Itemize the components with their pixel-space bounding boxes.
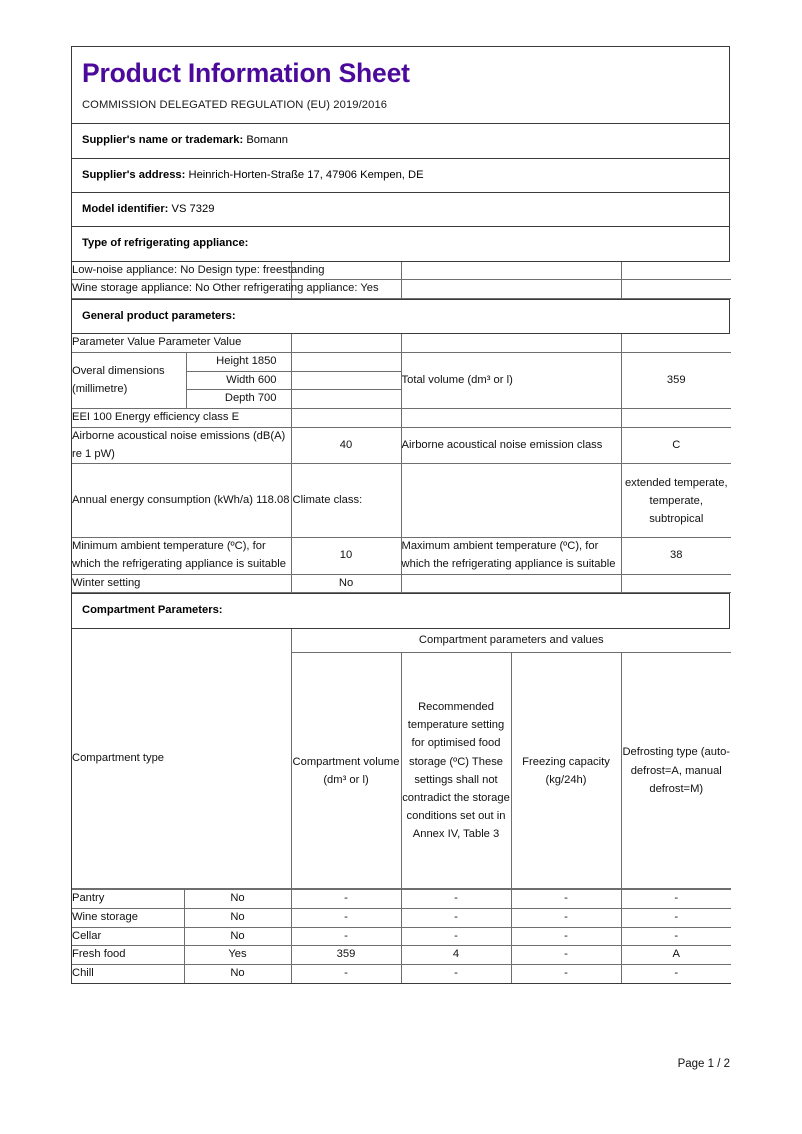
- compartment-present-cell: No: [184, 890, 291, 909]
- compartment-freezing-cell: -: [511, 927, 621, 946]
- max-ambient-temp-value: 38: [621, 538, 731, 574]
- compartment-freezing-cell: -: [511, 964, 621, 983]
- low-noise-design-type-cell: Low-noise appliance: No Design type: freestanding: [72, 262, 291, 280]
- table-row: [72, 538, 731, 574]
- empty-cell: [621, 262, 731, 280]
- empty-cell: [291, 334, 401, 352]
- winter-setting-value: No: [291, 574, 401, 593]
- model-identifier-label: Model identifier:: [82, 202, 169, 215]
- compartment-temperature-cell: -: [401, 890, 511, 909]
- noise-emissions-value: 40: [291, 427, 401, 463]
- model-identifier-row: [72, 193, 729, 227]
- table-row: [72, 629, 731, 653]
- supplier-address-value: Heinrich-Horten-Straße 17, 47906 Kempen, DE: [188, 168, 424, 181]
- empty-cell: [621, 409, 731, 428]
- compartment-present-cell: No: [184, 908, 291, 927]
- table-row: [72, 334, 731, 352]
- document-header: [72, 47, 729, 124]
- supplier-address-row: [72, 159, 729, 193]
- table-row: [72, 280, 731, 299]
- appliance-type-section-label: Type of refrigerating appliance:: [72, 227, 729, 261]
- supplier-name-row: [72, 124, 729, 158]
- empty-cell: [291, 390, 401, 409]
- dimension-width: Width 600: [186, 371, 291, 390]
- empty-cell: [401, 334, 621, 352]
- table-row: [72, 409, 731, 428]
- defrosting-type-header: Defrosting type (auto-defrost=A, manual defrost=M): [621, 653, 731, 889]
- climate-class-value: extended temperate, temperate, subtropical: [621, 464, 731, 538]
- freezing-capacity-header: Freezing capacity (kg/24h): [511, 653, 621, 889]
- empty-cell: [291, 353, 401, 372]
- table-row: [72, 964, 731, 983]
- page-footer: Page 1 / 2: [677, 1058, 730, 1070]
- compartment-freezing-cell: -: [511, 946, 621, 965]
- compartment-temperature-cell: 4: [401, 946, 511, 965]
- recommended-temperature-header: Recommended temperature setting for optimised food storage (ºC) These settings shall not contradict the storage conditions set out in Annex IV, Table 3: [401, 653, 511, 889]
- table-row: [72, 262, 731, 280]
- table-row: [72, 927, 731, 946]
- empty-cell: [401, 280, 621, 299]
- compartment-volume-cell: 359: [291, 946, 401, 965]
- supplier-address-label: Supplier's address:: [82, 168, 186, 181]
- wine-storage-other-appliance-cell: Wine storage appliance: No Other refrigerating appliance: Yes: [72, 280, 291, 299]
- compartment-present-cell: No: [184, 927, 291, 946]
- compartment-defrosting-cell: A: [621, 946, 731, 965]
- empty-cell: [291, 371, 401, 390]
- dimension-depth: Depth 700: [186, 390, 291, 409]
- total-volume-value: 359: [621, 353, 731, 409]
- dimension-height: Height 1850: [186, 353, 291, 372]
- empty-cell: [401, 409, 621, 428]
- empty-cell: [621, 334, 731, 352]
- supplier-name-label: Supplier's name or trademark:: [82, 134, 244, 147]
- empty-cell: [401, 574, 621, 593]
- compartment-parameters-section-label: Compartment Parameters:: [72, 593, 729, 628]
- parameter-value-header: Parameter Value Parameter Value: [72, 334, 291, 352]
- noise-class-label: Airborne acoustical noise emission class: [401, 427, 621, 463]
- winter-setting-label: Winter setting: [72, 574, 291, 593]
- compartment-defrosting-cell: -: [621, 890, 731, 909]
- empty-cell: [401, 262, 621, 280]
- compartment-freezing-cell: -: [511, 890, 621, 909]
- eei-energy-class-cell: EEI 100 Energy efficiency class E: [72, 409, 291, 428]
- compartment-type-cell: Wine storage: [72, 908, 184, 927]
- annual-energy-climate-cell: Annual energy consumption (kWh/a) 118.08 Climate class:: [72, 464, 291, 538]
- compartment-volume-cell: -: [291, 964, 401, 983]
- compartment-volume-cell: -: [291, 927, 401, 946]
- min-ambient-temp-value: 10: [291, 538, 401, 574]
- compartment-freezing-cell: -: [511, 908, 621, 927]
- noise-class-value: C: [621, 427, 731, 463]
- compartment-temperature-cell: -: [401, 927, 511, 946]
- model-identifier-value: VS 7329: [171, 202, 215, 215]
- general-parameters-section-label: General product parameters:: [72, 299, 729, 334]
- min-ambient-temp-label: Minimum ambient temperature (ºC), for which the refrigerating appliance is suitable: [72, 538, 291, 574]
- table-row: [72, 946, 731, 965]
- compartment-type-cell: Cellar: [72, 927, 184, 946]
- overall-dimensions-label: Overal dimensions (millimetre): [72, 353, 186, 409]
- table-row: [72, 353, 731, 372]
- empty-cell: [291, 409, 401, 428]
- general-parameters-table: [72, 334, 731, 593]
- empty-cell: [621, 574, 731, 593]
- compartment-temperature-cell: -: [401, 908, 511, 927]
- compartment-present-cell: Yes: [184, 946, 291, 965]
- table-row: [72, 427, 731, 463]
- compartment-volume-header: Compartment volume (dm³ or l): [291, 653, 401, 889]
- table-row: [72, 464, 731, 538]
- compartment-temperature-cell: -: [401, 964, 511, 983]
- page-title: Product Information Sheet: [82, 58, 410, 88]
- sheet-frame: [71, 46, 730, 984]
- total-volume-label: Total volume (dm³ or l): [401, 353, 621, 409]
- regulation-subtitle: COMMISSION DELEGATED REGULATION (EU) 2019/2016: [82, 98, 388, 111]
- compartment-type-header: Compartment type: [72, 629, 291, 889]
- compartment-type-cell: Chill: [72, 964, 184, 983]
- compartment-type-cell: Pantry: [72, 890, 184, 909]
- table-row: [72, 908, 731, 927]
- compartment-present-cell: No: [184, 964, 291, 983]
- max-ambient-temp-label: Maximum ambient temperature (ºC), for which the refrigerating appliance is suitable: [401, 538, 621, 574]
- table-row: [72, 890, 731, 909]
- compartment-defrosting-cell: -: [621, 927, 731, 946]
- empty-cell: [621, 280, 731, 299]
- compartment-parameters-table: [72, 629, 731, 890]
- compartment-defrosting-cell: -: [621, 964, 731, 983]
- compartment-data-table: [72, 889, 731, 983]
- supplier-name-value: Bomann: [246, 134, 288, 147]
- compartment-type-cell: Fresh food: [72, 946, 184, 965]
- appliance-type-table: [72, 262, 731, 299]
- empty-cell: [401, 464, 621, 538]
- compartment-rows-body: [72, 890, 731, 983]
- table-row: [72, 574, 731, 593]
- compartment-defrosting-cell: -: [621, 908, 731, 927]
- compartment-volume-cell: -: [291, 908, 401, 927]
- noise-emissions-label: Airborne acoustical noise emissions (dB(A) re 1 pW): [72, 427, 291, 463]
- compartment-params-group-header: Compartment parameters and values: [291, 629, 731, 653]
- compartment-volume-cell: -: [291, 890, 401, 909]
